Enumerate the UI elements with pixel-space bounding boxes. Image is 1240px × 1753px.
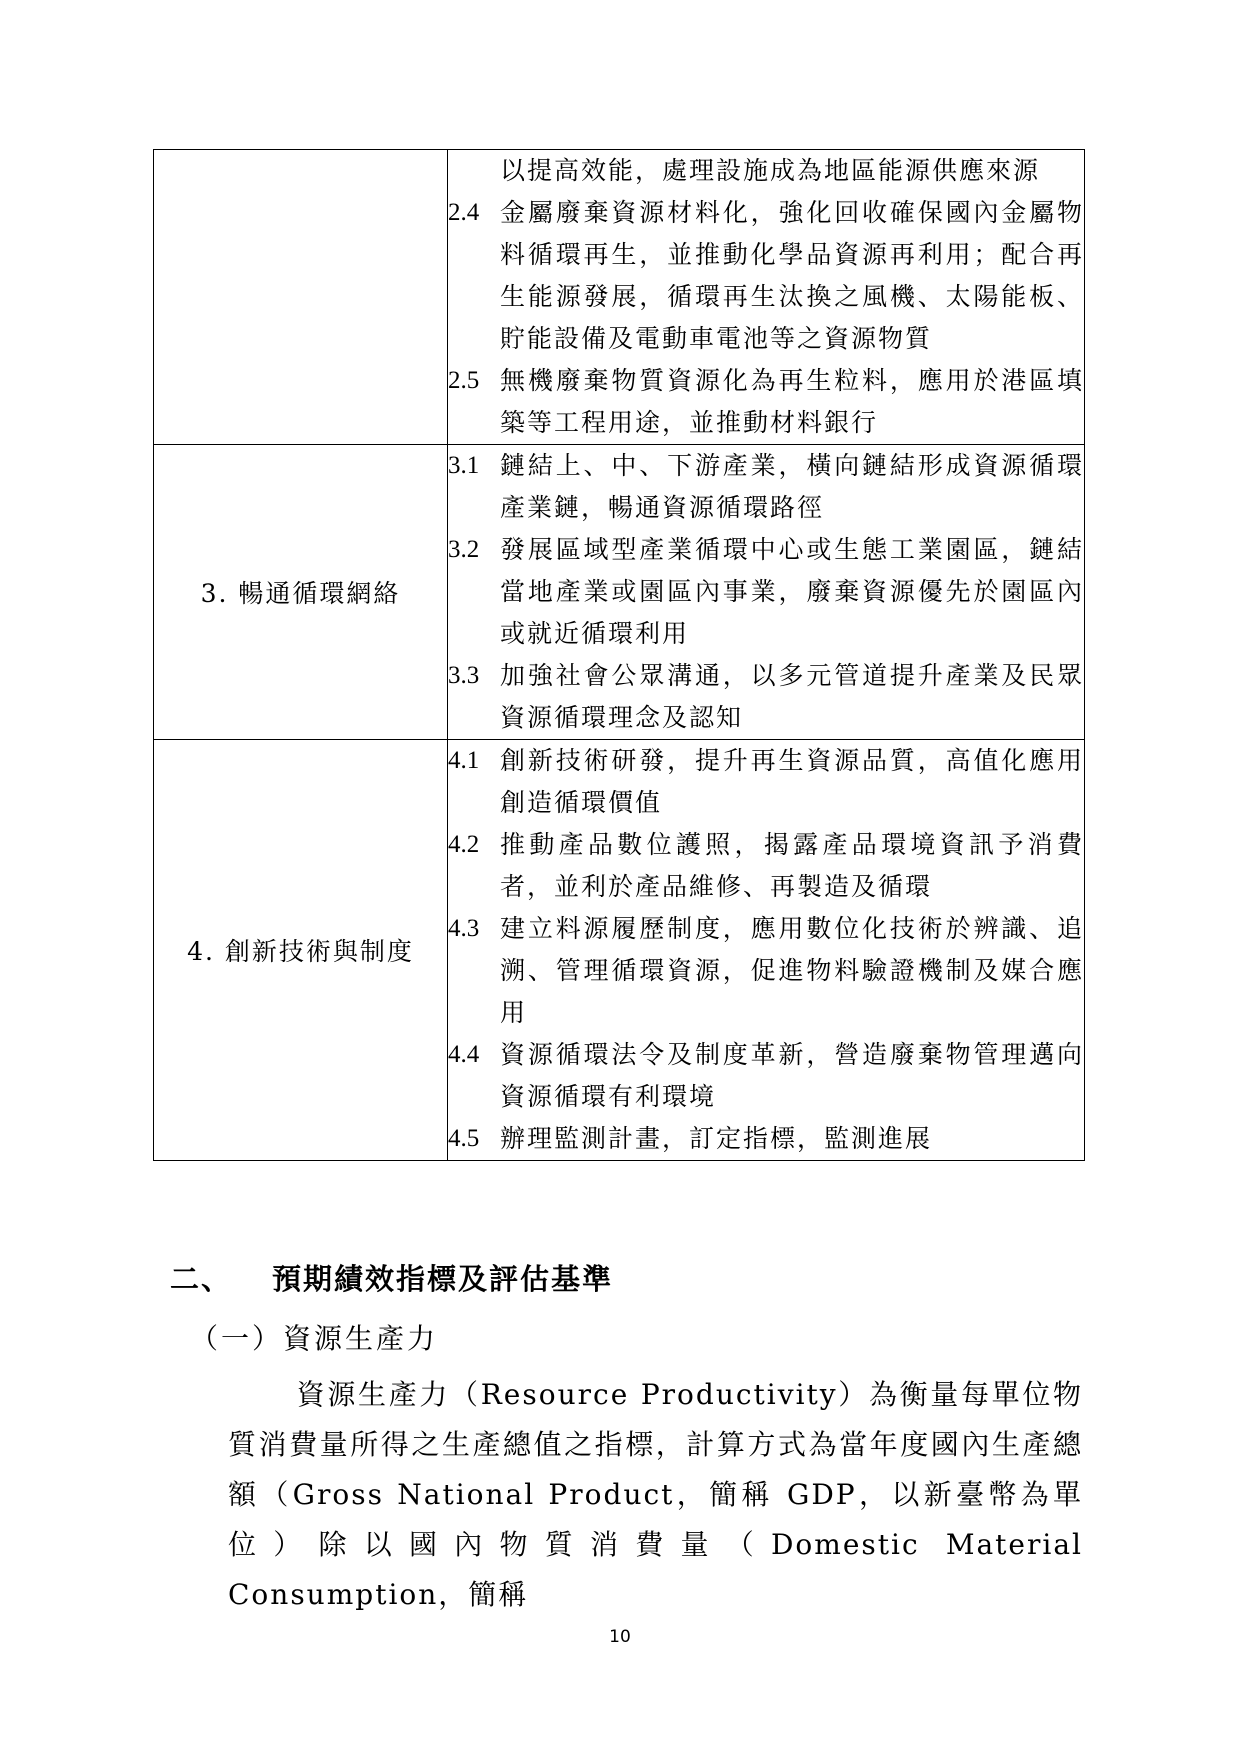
body-paragraph-text: 資源生產力（Resource Productivity）為衡量每單位物質消費量所得之生產總值之指標，計算方式為當年度國內生產總額（Gross National Product，簡稱 GDP，以新臺幣為單位）除以國內物質消費量（Domestic Material Consumption，簡稱 <box>228 1378 1083 1611</box>
page-number: 10 <box>609 1627 631 1647</box>
measure-item <box>448 192 1084 360</box>
measure-number: 3.1 <box>448 452 480 479</box>
measure-text: 資源循環法令及制度革新，營造廢棄物管理邁向資源循環有利環境 <box>500 1040 1084 1111</box>
strategy-cell: 4. 創新技術與制度 <box>154 740 448 1161</box>
measure-number: 2.4 <box>448 199 480 226</box>
measure-number: 3.3 <box>448 662 480 689</box>
measure-item <box>448 655 1084 739</box>
strategy-cell: 3. 暢通循環網絡 <box>154 445 448 740</box>
measure-text: 發展區域型產業循環中心或生態工業園區，鏈結當地產業或園區內事業，廢棄資源優先於園區內或就近循環利用 <box>500 535 1084 648</box>
measure-item <box>448 824 1084 908</box>
measure-item <box>448 360 1084 444</box>
table-row <box>154 150 1085 445</box>
measure-item <box>448 1034 1084 1118</box>
measure-number: 4.3 <box>448 915 480 942</box>
measure-text: 創新技術研發，提升再生資源品質，高值化應用創造循環價值 <box>500 746 1084 817</box>
strategy-measures-table <box>153 149 1085 1161</box>
section-title: 預期績效指標及評估基準 <box>272 1262 614 1296</box>
measure-item <box>448 740 1084 824</box>
measures-cell <box>448 740 1085 1161</box>
table-row <box>154 445 1085 740</box>
measure-continuation: 以提高效能，處理設施成為地區能源供應來源 <box>500 156 1041 185</box>
measure-text: 金屬廢棄資源材料化，強化回收確保國內金屬物料循環再生，並推動化學品資源再利用；配合再生能源發展，循環再生汰換之風機、太陽能板、貯能設備及電動車電池等之資源物質 <box>500 198 1084 353</box>
measure-item <box>448 529 1084 655</box>
measures-cell <box>448 445 1085 740</box>
measure-number: 2.5 <box>448 367 480 394</box>
measure-number: 4.1 <box>448 747 480 774</box>
measure-number: 3.2 <box>448 536 480 563</box>
measure-number: 4.5 <box>448 1125 480 1152</box>
body-paragraph <box>228 1370 1083 1620</box>
measure-text: 無機廢棄物質資源化為再生粒料，應用於港區填築等工程用途，並推動材料銀行 <box>500 366 1084 437</box>
measure-text: 推動產品數位護照，揭露產品環境資訊予消費者，並利於產品維修、再製造及循環 <box>500 830 1084 901</box>
measure-number: 4.4 <box>448 1041 480 1068</box>
measure-item <box>448 908 1084 1034</box>
section-heading <box>170 1257 613 1298</box>
subsection-heading: （一）資源生產力 <box>190 1322 439 1355</box>
measure-text: 鏈結上、中、下游產業，橫向鏈結形成資源循環產業鏈，暢通資源循環路徑 <box>500 451 1084 522</box>
measure-item <box>448 1118 1084 1160</box>
measure-text: 加強社會公眾溝通，以多元管道提升產業及民眾資源循環理念及認知 <box>500 661 1084 732</box>
section-number: 二、 <box>170 1262 233 1296</box>
strategy-cell <box>154 150 448 445</box>
measure-text: 建立料源履歷制度，應用數位化技術於辨識、追溯、管理循環資源，促進物料驗證機制及媒合應用 <box>500 914 1084 1027</box>
measures-cell <box>448 150 1085 445</box>
table-row <box>154 740 1085 1161</box>
measure-number: 4.2 <box>448 831 480 858</box>
measure-item <box>448 445 1084 529</box>
measure-text: 辦理監測計畫，訂定指標，監測進展 <box>500 1124 933 1153</box>
